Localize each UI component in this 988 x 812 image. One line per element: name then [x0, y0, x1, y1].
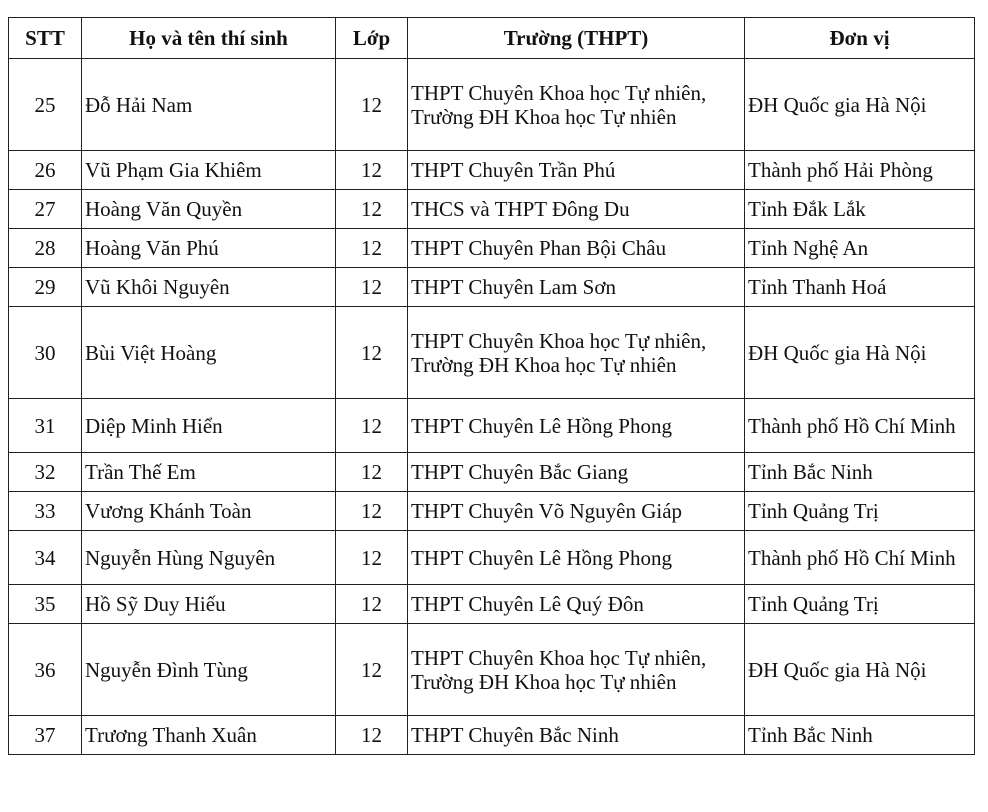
cell-stt: 26: [9, 151, 82, 190]
cell-grade: 12: [336, 307, 408, 399]
cell-name: Nguyễn Đình Tùng: [82, 624, 336, 716]
cell-grade: 12: [336, 399, 408, 453]
cell-name: Vũ Phạm Gia Khiêm: [82, 151, 336, 190]
cell-stt: 25: [9, 59, 82, 151]
cell-unit: Tỉnh Thanh Hoá: [745, 268, 975, 307]
cell-school: THPT Chuyên Lam Sơn: [408, 268, 745, 307]
cell-school: THPT Chuyên Khoa học Tự nhiên, Trường ĐH Khoa học Tự nhiên: [408, 624, 745, 716]
table-row: [9, 151, 975, 190]
cell-grade: 12: [336, 229, 408, 268]
header-row: [9, 18, 975, 59]
table-row: [9, 399, 975, 453]
cell-school: THPT Chuyên Trần Phú: [408, 151, 745, 190]
cell-grade: 12: [336, 151, 408, 190]
cell-stt: 36: [9, 624, 82, 716]
cell-name: Nguyễn Hùng Nguyên: [82, 531, 336, 585]
cell-grade: 12: [336, 268, 408, 307]
table-row: [9, 59, 975, 151]
table-row: [9, 229, 975, 268]
table-row: [9, 585, 975, 624]
cell-stt: 37: [9, 716, 82, 755]
table-header: [9, 18, 975, 59]
cell-grade: 12: [336, 59, 408, 151]
cell-unit: Thành phố Hải Phòng: [745, 151, 975, 190]
cell-unit: Thành phố Hồ Chí Minh: [745, 531, 975, 585]
cell-unit: ĐH Quốc gia Hà Nội: [745, 307, 975, 399]
cell-school: THCS và THPT Đông Du: [408, 190, 745, 229]
cell-name: Hồ Sỹ Duy Hiếu: [82, 585, 336, 624]
cell-name: Hoàng Văn Quyền: [82, 190, 336, 229]
cell-school: THPT Chuyên Lê Hồng Phong: [408, 531, 745, 585]
cell-name: Trần Thế Em: [82, 453, 336, 492]
cell-name: Vương Khánh Toàn: [82, 492, 336, 531]
table-row: [9, 307, 975, 399]
header-unit: Đơn vị: [745, 18, 975, 59]
cell-school: THPT Chuyên Lê Hồng Phong: [408, 399, 745, 453]
table-row: [9, 492, 975, 531]
cell-unit: Tỉnh Nghệ An: [745, 229, 975, 268]
cell-stt: 31: [9, 399, 82, 453]
cell-school: THPT Chuyên Phan Bội Châu: [408, 229, 745, 268]
cell-name: Trương Thanh Xuân: [82, 716, 336, 755]
header-grade: Lớp: [336, 18, 408, 59]
cell-unit: ĐH Quốc gia Hà Nội: [745, 624, 975, 716]
cell-stt: 29: [9, 268, 82, 307]
cell-grade: 12: [336, 492, 408, 531]
cell-name: Hoàng Văn Phú: [82, 229, 336, 268]
cell-name: Diệp Minh Hiển: [82, 399, 336, 453]
cell-school: THPT Chuyên Khoa học Tự nhiên, Trường ĐH Khoa học Tự nhiên: [408, 59, 745, 151]
cell-unit: Tỉnh Quảng Trị: [745, 585, 975, 624]
cell-unit: ĐH Quốc gia Hà Nội: [745, 59, 975, 151]
header-stt: STT: [9, 18, 82, 59]
cell-stt: 34: [9, 531, 82, 585]
header-name: Họ và tên thí sinh: [82, 18, 336, 59]
table-row: [9, 531, 975, 585]
cell-stt: 30: [9, 307, 82, 399]
cell-grade: 12: [336, 624, 408, 716]
cell-stt: 33: [9, 492, 82, 531]
cell-school: THPT Chuyên Võ Nguyên Giáp: [408, 492, 745, 531]
candidate-table: [8, 17, 975, 755]
cell-stt: 27: [9, 190, 82, 229]
cell-name: Vũ Khôi Nguyên: [82, 268, 336, 307]
cell-grade: 12: [336, 190, 408, 229]
cell-grade: 12: [336, 716, 408, 755]
cell-grade: 12: [336, 453, 408, 492]
cell-stt: 35: [9, 585, 82, 624]
table-row: [9, 453, 975, 492]
cell-stt: 32: [9, 453, 82, 492]
cell-unit: Tỉnh Bắc Ninh: [745, 716, 975, 755]
cell-school: THPT Chuyên Lê Quý Đôn: [408, 585, 745, 624]
table-row: [9, 716, 975, 755]
table-row: [9, 190, 975, 229]
cell-unit: Tỉnh Quảng Trị: [745, 492, 975, 531]
cell-unit: Tỉnh Đắk Lắk: [745, 190, 975, 229]
cell-stt: 28: [9, 229, 82, 268]
table-body: [9, 59, 975, 755]
cell-unit: Tỉnh Bắc Ninh: [745, 453, 975, 492]
cell-unit: Thành phố Hồ Chí Minh: [745, 399, 975, 453]
cell-school: THPT Chuyên Khoa học Tự nhiên, Trường ĐH Khoa học Tự nhiên: [408, 307, 745, 399]
cell-name: Bùi Việt Hoàng: [82, 307, 336, 399]
cell-school: THPT Chuyên Bắc Giang: [408, 453, 745, 492]
header-school: Trường (THPT): [408, 18, 745, 59]
table-row: [9, 624, 975, 716]
cell-school: THPT Chuyên Bắc Ninh: [408, 716, 745, 755]
cell-grade: 12: [336, 585, 408, 624]
cell-name: Đỗ Hải Nam: [82, 59, 336, 151]
table-row: [9, 268, 975, 307]
cell-grade: 12: [336, 531, 408, 585]
